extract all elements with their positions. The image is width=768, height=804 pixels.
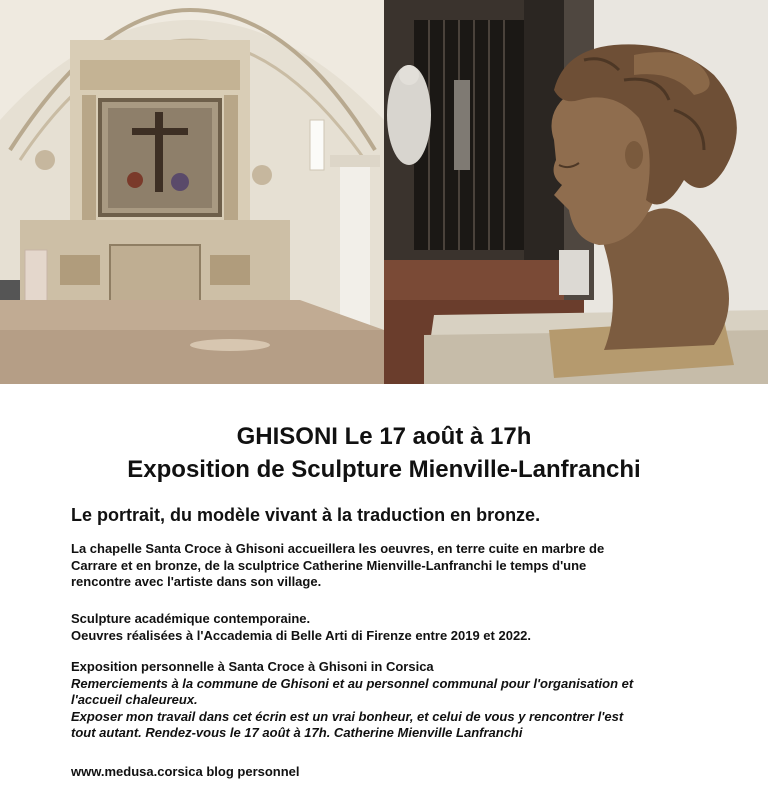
- thanks-line: Exposer mon travail dans cet écrin est un vrai bonheur, et celui de vous y rencontrer l'est: [71, 708, 624, 724]
- intro-paragraph: [71, 541, 751, 591]
- chapel-interior-photo: [0, 0, 384, 384]
- headline-date: GHISONI Le 17 août à 17h: [236, 423, 532, 450]
- event-headline: [0, 420, 768, 486]
- academic-line: Oeuvres réalisées à l'Accademia di Belle Arti di Firenze entre 2019 et 2022.: [71, 627, 532, 643]
- exhibition-paragraph: [71, 659, 751, 742]
- thanks-line: l'accueil chaleureux.: [71, 692, 198, 707]
- exhibition-subtitle: Le portrait, du modèle vivant à la traduction en bronze.: [71, 505, 541, 525]
- exhibition-title: Exposition personnelle à Santa Croce à Ghisoni in Corsica: [71, 659, 434, 674]
- website-link[interactable]: www.medusa.corsica blog personnel: [71, 764, 300, 779]
- intro-line: Carrare et en bronze, de la sculptrice Catherine Mienville-Lanfranchi le temps d'une: [71, 557, 587, 573]
- headline-title: Exposition de Sculpture Mienville-Lanfranchi: [127, 456, 641, 483]
- photo-strip: [0, 0, 768, 384]
- thanks-line: Remerciements à la commune de Ghisoni et au personnel communal pour l'organisation et: [71, 675, 634, 691]
- intro-line: La chapelle Santa Croce à Ghisoni accueillera les oeuvres, en terre cuite en marbre de: [71, 541, 605, 556]
- thanks-line: tout autant. Rendez-vous le 17 août à 17h. Catherine Mienville Lanfranchi: [71, 725, 523, 740]
- bronze-bust-photo: [384, 0, 768, 384]
- academic-line: Sculpture académique contemporaine.: [71, 611, 311, 626]
- academic-paragraph: [71, 611, 751, 644]
- intro-line: rencontre avec l'artiste dans son village.: [71, 574, 322, 589]
